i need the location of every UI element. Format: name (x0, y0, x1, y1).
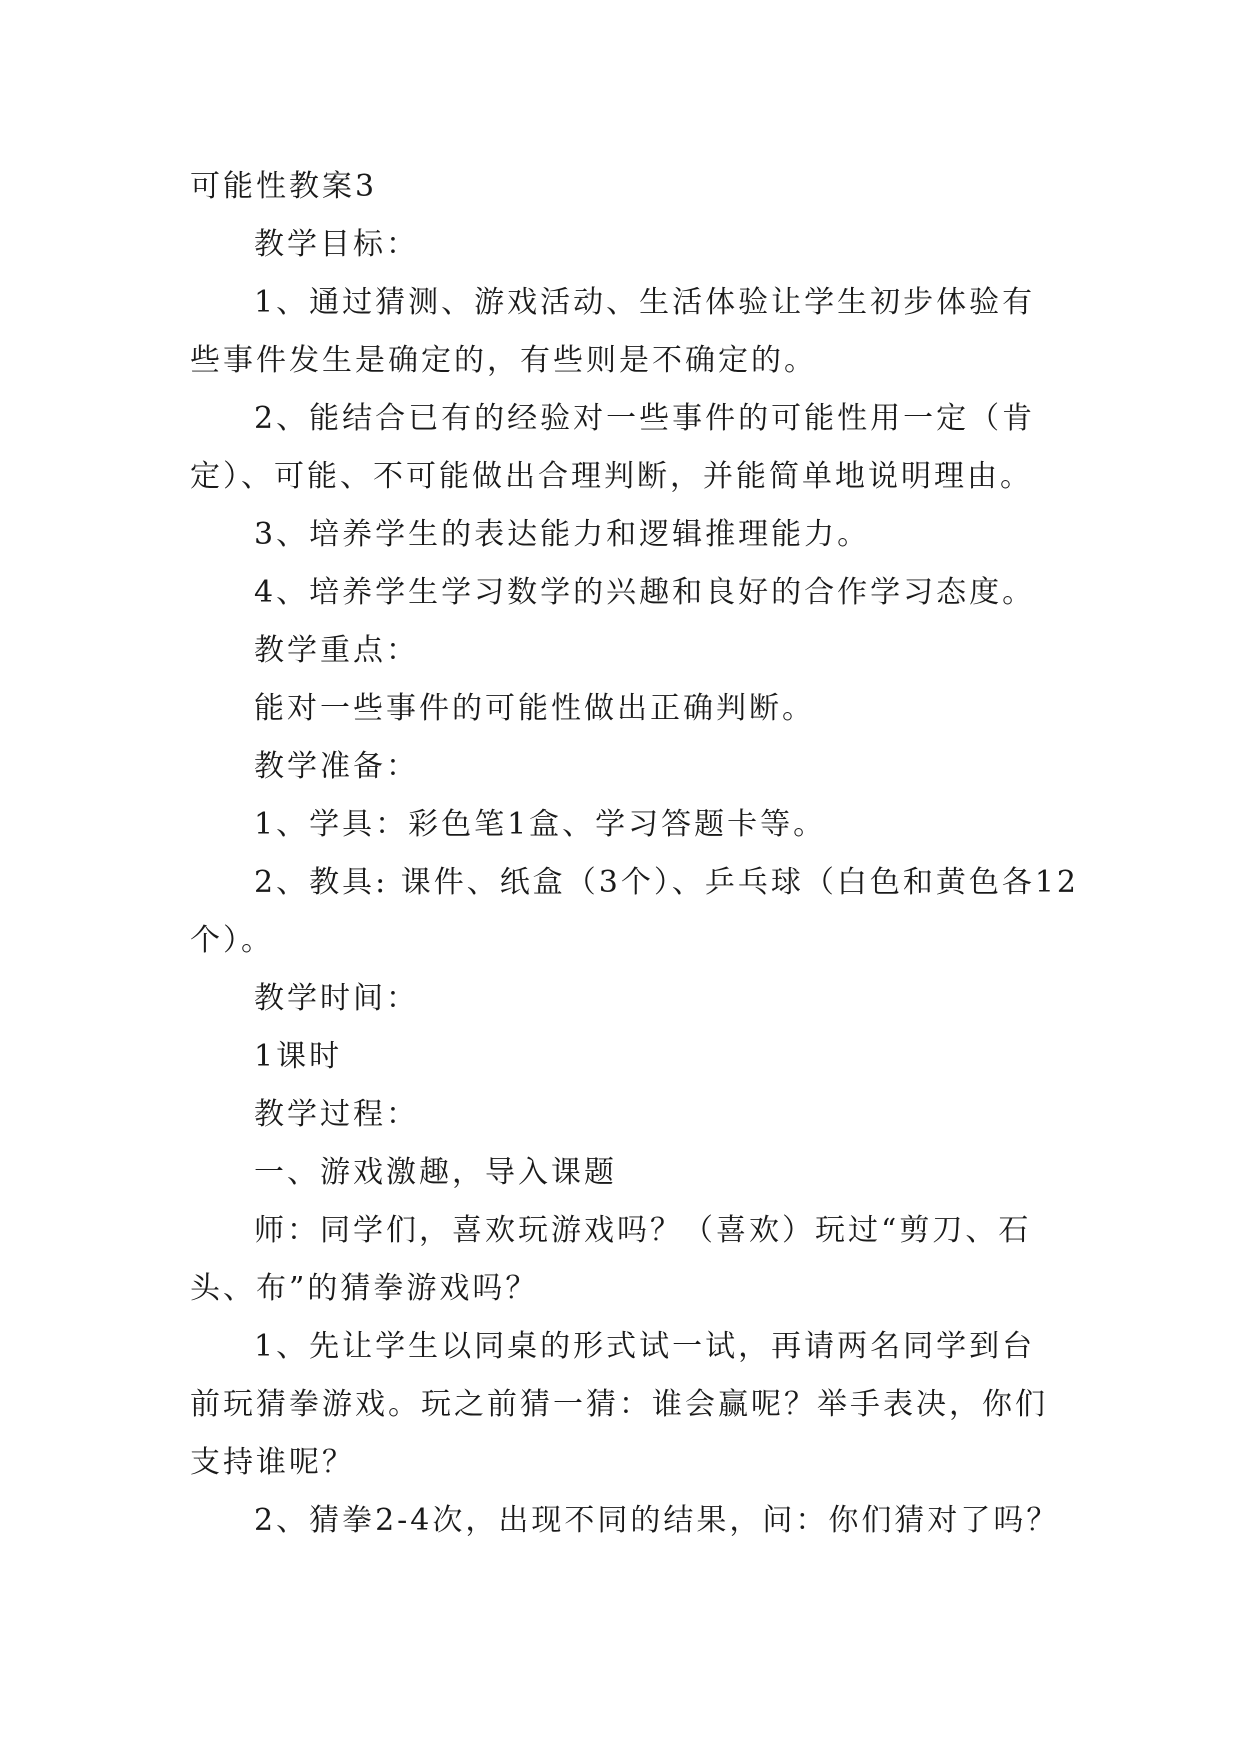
paragraph-line: 1课时 (254, 1039, 343, 1074)
paragraph-line: 1、学具：彩色笔1盒、学习答题卡等。 (254, 807, 827, 842)
section-heading-key-points: 教学重点： (254, 633, 419, 668)
paragraph-line: 个）。 (190, 923, 274, 958)
paragraph-line: 3、培养学生的表达能力和逻辑推理能力。 (254, 517, 871, 552)
section-heading-objectives: 教学目标： (254, 227, 419, 262)
paragraph-line: 支持谁呢？ (190, 1445, 355, 1480)
paragraph-line: 头、布”的猜拳游戏吗？ (190, 1271, 539, 1306)
paragraph-line: 能对一些事件的可能性做出正确判断。 (254, 691, 815, 726)
paragraph-line: 1、通过猜测、游戏活动、生活体验让学生初步体验有 (254, 285, 1036, 320)
document-body (190, 158, 1079, 1550)
paragraph-line: 2、教具: 课件、纸盒（3个）、乒乓球（白色和黄色各12 (254, 865, 1079, 900)
paragraph-line: 前玩猜拳游戏。玩之前猜一猜：谁会赢呢？举手表决，你们 (190, 1387, 1048, 1422)
subsection-heading: 一、游戏激趣，导入课题 (254, 1155, 617, 1190)
paragraph-line: 些事件发生是确定的，有些则是不确定的。 (190, 343, 817, 378)
paragraph-line: 2、能结合已有的经验对一些事件的可能性用一定（肯 (254, 401, 1036, 436)
paragraph-line: 2、猜拳2-4次，出现不同的结果，问：你们猜对了吗？ (254, 1503, 1060, 1538)
paragraph-line: 师：同学们，喜欢玩游戏吗？（喜欢）玩过“剪刀、石 (254, 1213, 1032, 1248)
section-heading-preparation: 教学准备： (254, 749, 419, 784)
paragraph-line: 4、培养学生学习数学的兴趣和良好的合作学习态度。 (254, 575, 1036, 610)
paragraph-line: 定）、可能、不可能做出合理判断，并能简单地说明理由。 (190, 459, 1033, 494)
section-heading-time: 教学时间： (254, 981, 419, 1016)
document-title: 可能性教案3 (190, 169, 378, 204)
paragraph-line: 1、先让学生以同桌的形式试一试，再请两名同学到台 (254, 1329, 1036, 1364)
section-heading-process: 教学过程： (254, 1097, 419, 1132)
